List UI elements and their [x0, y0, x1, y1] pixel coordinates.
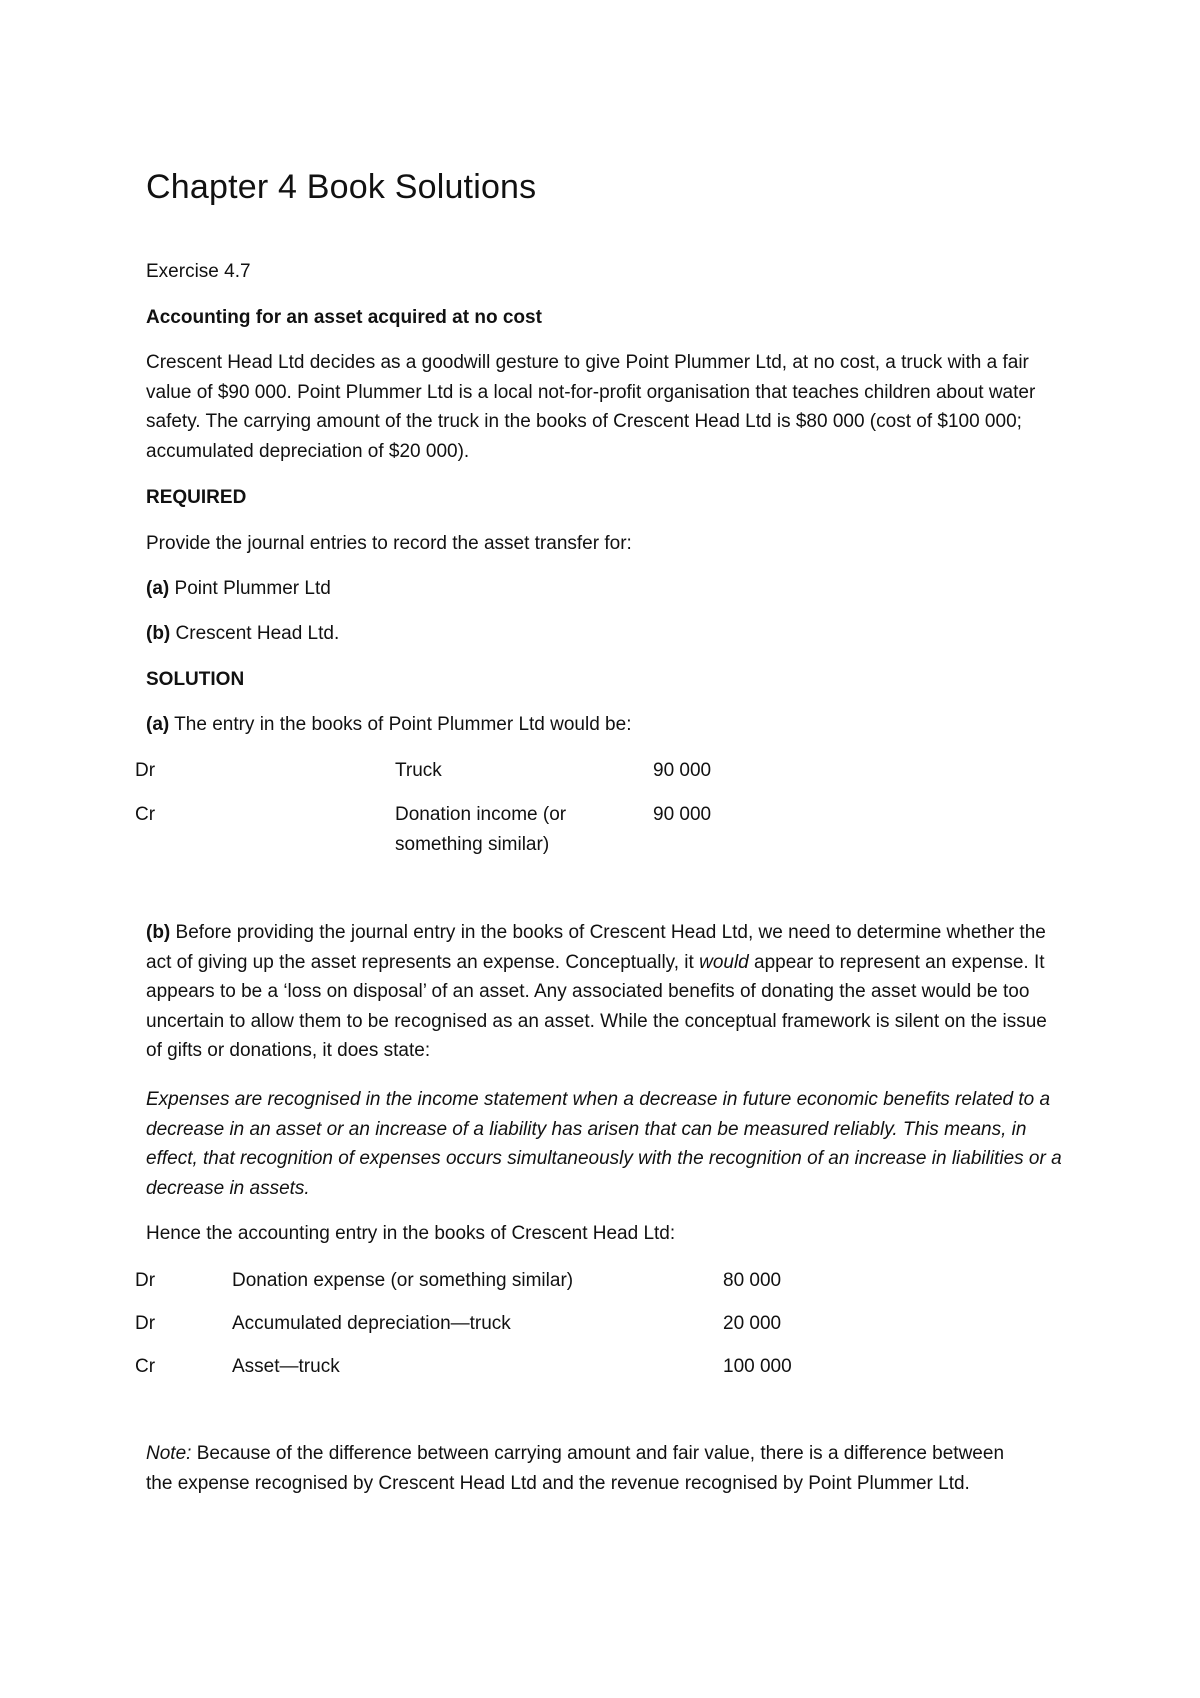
page-title: Chapter 4 Book Solutions — [146, 168, 537, 206]
required-text: Provide the journal entries to record the asset transfer for: — [146, 533, 632, 554]
journal-b-row-2-account: Accumulated depreciation—truck — [232, 1313, 511, 1334]
solution-a-text: The entry in the books of Point Plummer Ltd would be: — [174, 714, 632, 735]
part-b-label: (b) — [146, 623, 171, 644]
journal-a-row-2-side: Cr — [135, 804, 156, 825]
solution-b-label: (b) — [146, 922, 171, 943]
solution-a-label: (a) — [146, 714, 170, 735]
journal-b-row-1-amount: 80 000 — [723, 1270, 782, 1291]
exercise-subtitle: Accounting for an asset acquired at no cost — [146, 307, 542, 328]
framework-quote: Expenses are recognised in the income statement when a decrease in future economic benefits related to a decrease in an asset or an increase of a liability has arisen that can be measured reliably. This means, in effect, that recognition of expenses occurs simultaneously with the recognition of an increase in liabilities or a decrease in assets. — [146, 1089, 1062, 1199]
solution-a-intro — [146, 710, 1076, 740]
journal-b-row-2-side: Dr — [135, 1313, 156, 1334]
note-paragraph — [146, 1439, 1026, 1498]
journal-b-row-2-amount: 20 000 — [723, 1313, 782, 1334]
journal-a-row-2-account: Donation income (or something similar) — [395, 804, 567, 855]
note-label: Note: — [146, 1443, 192, 1464]
journal-a-row-2-amount: 90 000 — [653, 804, 712, 825]
journal-a-row-1-amount: 90 000 — [653, 760, 712, 781]
part-a-text: Point Plummer Ltd — [174, 578, 331, 599]
part-b-item — [146, 619, 1076, 649]
required-heading: REQUIRED — [146, 487, 247, 508]
hence-text: Hence the accounting entry in the books of Crescent Head Ltd: — [146, 1223, 676, 1244]
solution-heading: SOLUTION — [146, 669, 245, 690]
journal-b-row-1-side: Dr — [135, 1270, 156, 1291]
journal-b-row-3-side: Cr — [135, 1356, 156, 1377]
solution-b-text-1: Before providing the journal entry in the books of Crescent Head Ltd, we need to determine whether the act of giving up the asset represents an expense. Conceptually, it — [146, 922, 1046, 973]
journal-b-row-3-amount: 100 000 — [723, 1356, 792, 1377]
solution-b-paragraph — [146, 918, 1061, 1066]
part-a-item — [146, 574, 1076, 604]
solution-b-text-2: appear to represent an expense. It appears to be a ‘loss on disposal’ of an asset. Any associated benefits of donating the asset would be too uncertain to allow them to be recognised as an asset. While the conceptual framework is silent on the issue of gifts or donations, it does state: — [146, 951, 1047, 1061]
part-b-text: Crescent Head Ltd. — [175, 623, 340, 644]
part-a-label: (a) — [146, 578, 170, 599]
note-text: Because of the difference between carrying amount and fair value, there is a difference between the expense recognised by Crescent Head Ltd and the revenue recognised by Point Plummer Ltd. — [146, 1443, 1005, 1494]
journal-a-row-1-account: Truck — [395, 760, 442, 781]
journal-b-row-3-account: Asset—truck — [232, 1356, 340, 1377]
journal-b-row-1-account: Donation expense (or something similar) — [232, 1270, 574, 1291]
exercise-number: Exercise 4.7 — [146, 261, 251, 282]
journal-a-row-1-side: Dr — [135, 760, 156, 781]
scenario-paragraph: Crescent Head Ltd decides as a goodwill gesture to give Point Plummer Ltd, at no cost, a truck with a fair value of $90 000. Point Plummer Ltd is a local not-for-profit organisation that teaches children about water safety. The carrying amount of the truck in the books of Crescent Head Ltd is $80 000 (cost of $100 000; accumulated depreciation of $20 000). — [146, 352, 1036, 462]
solution-b-emphasis: would — [699, 951, 749, 973]
